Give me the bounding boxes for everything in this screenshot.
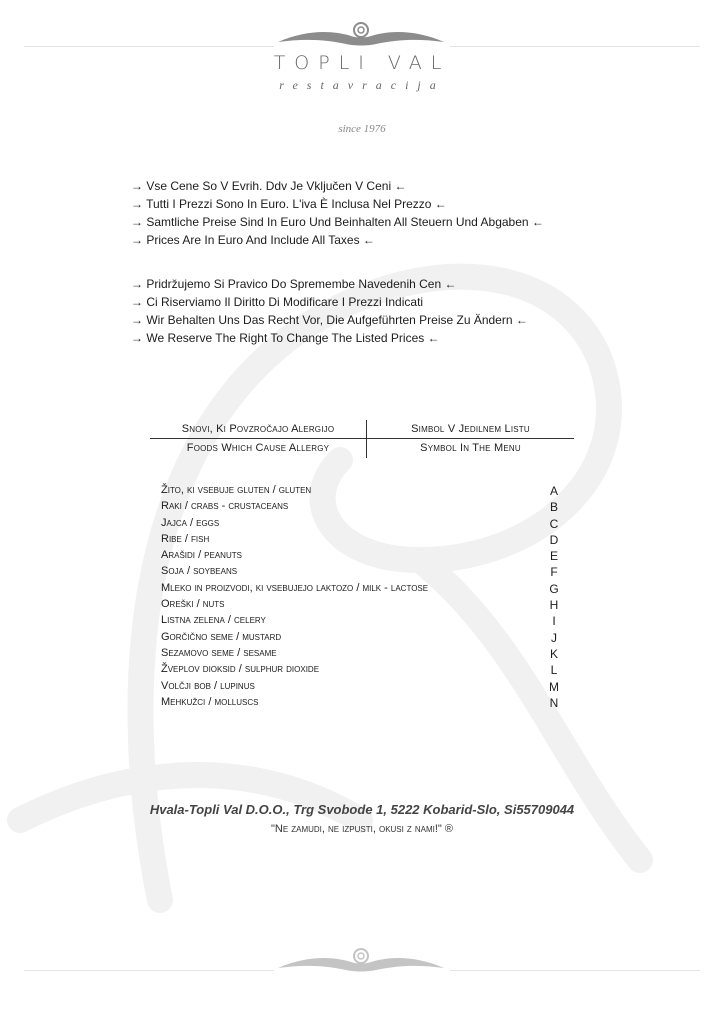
allergen-symbol: I <box>552 614 556 629</box>
allergen-row <box>161 484 561 500</box>
allergen-symbol: H <box>549 598 559 613</box>
allergen-row <box>161 696 561 712</box>
note-line: → Samtliche Preise Sind In Euro Und Beinhalten All Steuern Und Abgaben ← <box>131 215 544 229</box>
note-line: → Prices Are In Euro And Include All Taxes ← <box>131 233 375 247</box>
allergen-name: Soja / soybeans <box>161 565 238 578</box>
bottom-rule-left <box>24 970 274 971</box>
allergen-symbol: D <box>549 532 559 547</box>
note-line: → Pridržujemo Si Pravico Do Spremembe Navedenih Cen ← <box>131 277 457 291</box>
allergen-name: Volčji bob / lupinus <box>161 679 255 692</box>
legend-col2-en: Symbol In The Menu <box>420 442 521 454</box>
allergen-name: Jajca / eggs <box>161 516 220 529</box>
restaurant-name: TOPLI VAL <box>273 52 451 74</box>
bottom-rule-right <box>450 970 700 971</box>
allergen-name: Mehkužci / molluscs <box>161 695 259 708</box>
allergen-row <box>161 614 561 630</box>
allergen-row <box>161 663 561 679</box>
legend-underline <box>150 438 574 439</box>
allergen-name: Raki / crabs - crustaceans <box>161 500 289 513</box>
note-line: → Wir Behalten Uns Das Recht Vor, Die Aufgeführten Preise Zu Ändern ← <box>131 313 528 327</box>
allergen-symbol: A <box>549 484 558 498</box>
allergen-row <box>161 598 561 614</box>
allergen-symbol: N <box>549 695 559 710</box>
rights-notes <box>131 275 528 347</box>
legend-col2-si: Simbol V Jedilnem Listu <box>411 423 530 435</box>
price-notes <box>131 177 544 249</box>
allergen-name: Oreški / nuts <box>161 598 225 611</box>
allergen-row <box>161 533 561 549</box>
top-rule-right <box>450 46 700 47</box>
ornament-flourish-icon <box>276 944 446 974</box>
top-rule-left <box>24 46 274 47</box>
allergen-name: Sezamovo seme / sesame <box>161 646 277 659</box>
allergen-name: Mleko in proizvodi, ki vsebujejo laktozo / milk - lactose <box>161 581 429 594</box>
note-line: → We Reserve The Right To Change The Listed Prices ← <box>131 331 440 345</box>
legend-col1-en: Foods Which Cause Allergy <box>186 442 330 454</box>
allergen-symbol: F <box>550 565 558 580</box>
allergen-symbol: E <box>549 549 558 564</box>
allergen-name: Ribe / fish <box>161 532 210 545</box>
allergen-row <box>161 565 561 581</box>
allergen-name: Arašidi / peanuts <box>161 549 242 562</box>
allergen-name: Gorčično seme / mustard <box>161 630 282 643</box>
allergen-row <box>161 517 561 533</box>
footer-address: Hvala-Topli Val D.O.O., Trg Svobode 1, 5222 Kobarid-Slo, Si55709044 <box>149 802 575 817</box>
allergen-row <box>161 647 561 663</box>
footer-slogan: "Ne zamudi, ne izpusti, okusi z nami!" ® <box>271 823 453 835</box>
allergen-row <box>161 631 561 647</box>
since-year: since 1976 <box>338 123 386 135</box>
allergen-symbol: B <box>549 500 558 515</box>
allergen-name: Listna zelena / celery <box>161 614 266 627</box>
allergen-symbol: J <box>551 630 557 645</box>
allergen-row <box>161 549 561 565</box>
allergen-row <box>161 680 561 696</box>
note-line: → Tutti I Prezzi Sono In Euro. L'iva È Inclusa Nel Prezzo ← <box>131 197 447 211</box>
note-line: → Vse Cene So V Evrih. Ddv Je Vključen V Ceni ← <box>131 179 407 193</box>
allergen-name: Žveplov dioksid / sulphur dioxide <box>161 663 320 676</box>
restaurant-subtitle: restavracija <box>279 78 445 92</box>
allergen-symbol: G <box>549 581 559 596</box>
allergen-row <box>161 582 561 598</box>
allergen-row <box>161 500 561 516</box>
allergen-legend-header <box>150 420 574 462</box>
allergen-symbol: L <box>550 663 558 678</box>
legend-col1-si: Snovi, Ki Povzročajo Alergijo <box>181 423 335 435</box>
allergen-symbol: K <box>549 646 558 661</box>
ornament-flourish-icon <box>276 18 446 48</box>
note-line: → Ci Riserviamo Il Diritto Di Modificare I Prezzi Indicati <box>131 295 424 309</box>
allergen-symbol: C <box>549 516 559 531</box>
allergen-list <box>161 484 561 712</box>
allergen-symbol: M <box>549 679 559 694</box>
allergen-name: Žito, ki vsebuje gluten / gluten <box>161 484 312 496</box>
